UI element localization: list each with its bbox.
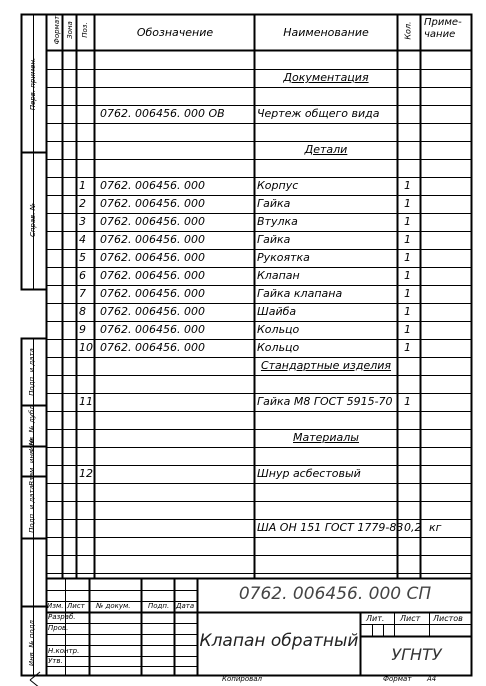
stamp-title: Клапан обратный (199, 631, 359, 651)
side-podp-data-2: Подп. и дата (28, 485, 36, 533)
row-15-pos: 11 (79, 395, 93, 408)
stamp-listov: Листов (433, 614, 463, 623)
stamp-utv: Утв. (48, 657, 63, 665)
row-5-qty: 1 (404, 197, 411, 210)
stamp-prov: Пров. (48, 624, 69, 632)
stamp-format: Формат (383, 675, 412, 683)
row-6-name: Втулка (257, 215, 298, 228)
stamp-format-val: А4 (427, 675, 437, 683)
row-6-designation: 0762. 006456. 000 (100, 215, 205, 228)
row-4-pos: 1 (79, 179, 86, 192)
row-2-name: Чертеж общего вида (257, 107, 380, 120)
row-7-qty: 1 (404, 233, 411, 246)
stamp-razrab: Разраб. (48, 613, 76, 621)
stamp-list2: Лист (400, 614, 421, 623)
row-15-name: Гайка М8 ГОСТ 5915-70 (257, 395, 393, 408)
row-5-designation: 0762. 006456. 000 (100, 197, 205, 210)
header-note: Приме- чание (424, 17, 462, 40)
row-8-name: Рукоятка (257, 251, 310, 264)
stamp-kopiroval: Копировал (222, 675, 262, 683)
stamp-org: УГНТУ (391, 645, 442, 664)
header-name: Наименование (283, 26, 369, 39)
row-8-qty: 1 (404, 251, 411, 264)
row-1-name: Документация (283, 71, 369, 84)
row-17-name: Шнур асбестовый (257, 467, 361, 480)
stamp-data: Дата (176, 602, 195, 610)
row-6-pos: 3 (79, 215, 86, 228)
row-11-name: Шайба (257, 305, 297, 318)
row-7-designation: 0762. 006456. 000 (100, 233, 205, 246)
stamp-podp: Подп. (148, 602, 170, 610)
row-7-pos: 4 (79, 233, 86, 246)
side-vzam-inv: Взам. инв. № (28, 438, 36, 486)
row-12-pos: 9 (79, 323, 86, 336)
header-pos: Поз. (81, 22, 89, 38)
row-5-pos: 2 (79, 197, 86, 210)
stamp-lit: Лит. (366, 614, 385, 623)
row-7-name: Гайка (257, 233, 291, 246)
row-18-note: кг (429, 521, 442, 534)
row-4-qty: 1 (404, 179, 411, 192)
row-3-name: Детали (304, 143, 348, 156)
row-5-name: Гайка (257, 197, 291, 210)
row-9-name: Клапан (257, 269, 300, 282)
side-perv-primen: Перв. примен. (29, 57, 37, 111)
row-15-qty: 1 (404, 395, 411, 408)
row-9-designation: 0762. 006456. 000 (100, 269, 205, 282)
row-14-name: Стандартные изделия (260, 359, 392, 372)
side-podp-data-1: Подп. и дата (28, 348, 36, 396)
stamp-doc-code: 0762. 006456. 000 СП (238, 584, 432, 604)
side-inv-podl: Инв. № подл. (28, 617, 36, 667)
row-9-qty: 1 (404, 269, 411, 282)
side-inv-dubl: Инв. № дубл. (28, 403, 36, 451)
row-13-pos: 10 (79, 341, 93, 354)
row-4-name: Корпус (257, 179, 299, 192)
stamp-n-dokum: № докум. (96, 602, 131, 610)
row-18-qty: 0,2 (404, 521, 422, 534)
header-designation: Обозначение (136, 26, 214, 39)
stamp-list: Лист (67, 602, 85, 610)
row-6-qty: 1 (404, 215, 411, 228)
header-zone: Зона (66, 21, 74, 39)
row-8-designation: 0762. 006456. 000 (100, 251, 205, 264)
row-16-name: Материалы (293, 431, 359, 444)
row-9-pos: 6 (79, 269, 86, 282)
row-8-pos: 5 (79, 251, 86, 264)
header-format: Формат (53, 15, 61, 45)
row-18-name: ША ОН 151 ГОСТ 1779-83 (257, 521, 404, 534)
row-13-designation: 0762. 006456. 000 (100, 341, 205, 354)
header-qty: Кол. (403, 21, 413, 40)
stamp-nkontr: Н.контр. (48, 647, 80, 655)
row-10-pos: 7 (79, 287, 86, 300)
side-sprav: Справ. № (29, 202, 37, 238)
row-11-pos: 8 (79, 305, 86, 318)
row-10-name: Гайка клапана (257, 287, 343, 300)
row-4-designation: 0762. 006456. 000 (100, 179, 205, 192)
row-10-qty: 1 (404, 287, 411, 300)
row-17-pos: 12 (79, 467, 93, 480)
row-12-name: Кольцо (257, 323, 300, 336)
row-10-designation: 0762. 006456. 000 (100, 287, 205, 300)
row-11-qty: 1 (404, 305, 411, 318)
row-2-designation: 0762. 006456. 000 ОВ (100, 107, 225, 120)
row-13-qty: 1 (404, 341, 411, 354)
stamp-izm: Изм. (47, 602, 64, 610)
row-13-name: Кольцо (257, 341, 300, 354)
row-12-qty: 1 (404, 323, 411, 336)
row-12-designation: 0762. 006456. 000 (100, 323, 205, 336)
row-11-designation: 0762. 006456. 000 (100, 305, 205, 318)
